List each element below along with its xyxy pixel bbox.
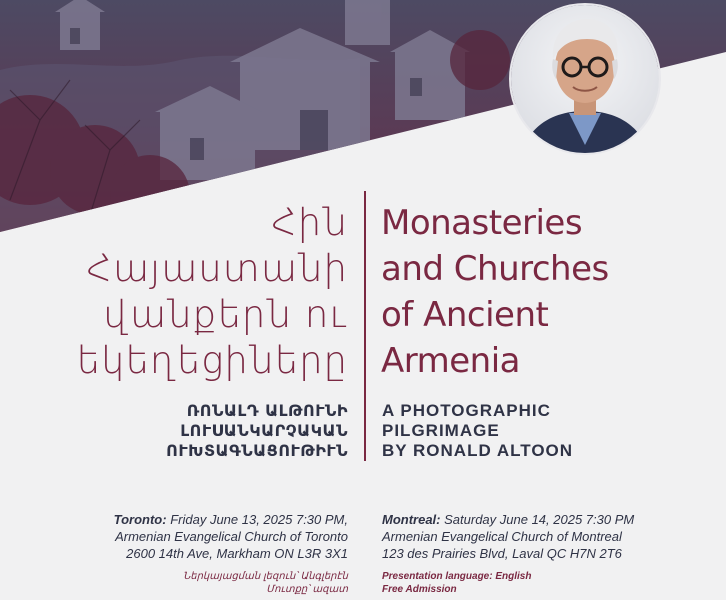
- note-english: [382, 570, 712, 596]
- event-toronto-address: 2600 14th Ave, Markham ON L3R 3X1: [126, 546, 348, 561]
- title-english-line: and Churches: [381, 249, 609, 289]
- event-toronto: [28, 511, 348, 562]
- title-armenian-line: Հայաստանի: [86, 247, 348, 290]
- note-english-admission: Free Admission: [382, 584, 457, 595]
- event-toronto-date: Friday June 13, 2025 7:30 PM,: [170, 512, 348, 527]
- speaker-photo: [511, 5, 659, 153]
- event-montreal-address: 123 des Prairies Blvd, Laval QC H7N 2T6: [382, 546, 622, 561]
- subtitle-english-line: A PHOTOGRAPHIC: [382, 401, 551, 420]
- title-armenian-line: վանքերն ու: [102, 293, 348, 336]
- speaker-portrait: [509, 3, 661, 155]
- note-armenian: [28, 570, 348, 596]
- event-montreal: [382, 511, 712, 562]
- note-english-language: Presentation language: English: [382, 571, 532, 582]
- event-city-toronto: Toronto:: [113, 512, 167, 527]
- event-montreal-venue: Armenian Evangelical Church of Montreal: [382, 529, 622, 544]
- note-armenian-admission: Մուտքը՝ ազատ: [266, 584, 348, 595]
- event-toronto-date-line: [28, 511, 348, 528]
- center-divider: [364, 191, 366, 461]
- title-english-line: Armenia: [381, 341, 521, 381]
- event-montreal-date: Saturday June 14, 2025 7:30 PM: [444, 512, 635, 527]
- title-english-line: of Ancient: [381, 295, 549, 335]
- subtitle-english-line: PILGRIMAGE: [382, 421, 500, 440]
- event-city-montreal: Montreal:: [382, 512, 441, 527]
- title-armenian-line: Հին: [271, 201, 348, 244]
- subtitle-armenian: [28, 401, 348, 461]
- title-english: [381, 200, 711, 384]
- event-montreal-date-line: [382, 511, 712, 528]
- subtitle-armenian-line: ՌՈՆԱԼԴ ԱԼԹՈՒՆԻ: [186, 401, 348, 420]
- title-armenian-line: եկեղեցիները: [76, 339, 348, 382]
- title-armenian: [48, 200, 348, 384]
- subtitle-armenian-line: ՈՒԽՏԱԳՆԱՑՈՒԹԻՒՆ: [166, 441, 348, 460]
- event-toronto-venue: Armenian Evangelical Church of Toronto: [115, 529, 348, 544]
- title-english-line: Monasteries: [381, 203, 583, 243]
- subtitle-english: [382, 401, 712, 461]
- note-armenian-language: Ներկայացման լեզուն՝ Անգլերէն: [182, 571, 348, 582]
- subtitle-english-line: BY RONALD ALTOON: [382, 441, 574, 460]
- subtitle-armenian-line: ԼՈՒՍԱՆԿԱՐՉԱԿԱՆ: [180, 421, 348, 440]
